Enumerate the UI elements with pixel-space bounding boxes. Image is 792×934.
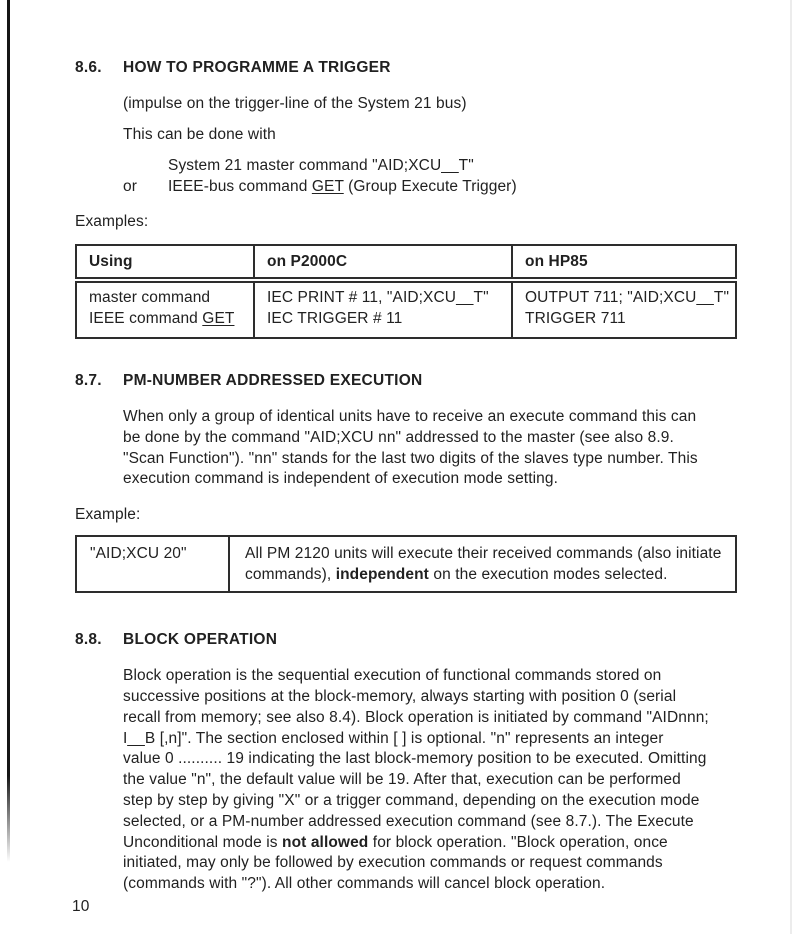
cell-p2000c-line-2: IEC TRIGGER # 11	[267, 309, 403, 327]
paragraph-line: be done by the command "AID;XCU nn" addressed to the master (see also 8.9.	[123, 428, 674, 446]
paragraph-line: recall from memory; see also 8.4). Block operation is initiated by command "AIDnnn;	[123, 708, 709, 726]
execution-example-table	[75, 535, 737, 593]
section-number: 8.7.	[75, 372, 102, 389]
or-label: or	[123, 178, 137, 195]
description-line-2	[245, 564, 731, 585]
cell-using	[77, 283, 253, 337]
section-86-intro: This can be done with	[123, 126, 276, 143]
table-header-row	[75, 244, 737, 279]
cell-using-line-2	[89, 309, 245, 330]
cell-using-line-1: master command	[89, 289, 211, 306]
section-88-paragraph	[123, 666, 737, 895]
table-body-row	[75, 281, 737, 339]
paragraph-line: selected, or a PM-number addressed execution command (see 8.7.). The Execute	[123, 812, 694, 830]
header-cell-hp85: on HP85	[511, 246, 735, 277]
get-command-underlined: GET	[311, 178, 344, 195]
section-87-paragraph	[123, 407, 737, 490]
cell-hp85	[511, 283, 735, 337]
description-prefix: commands),	[245, 566, 336, 584]
section-heading-8-7	[75, 370, 737, 391]
paragraph-line: the value "n", the default value will be 19. After that, execution can be performed	[123, 771, 681, 789]
paragraph-line-with-bold	[123, 833, 737, 854]
description-line-1: All PM 2120 units will execute their received commands (also initiate	[245, 545, 722, 563]
section-heading-8-6	[75, 57, 737, 78]
cell-hp85-line-2: TRIGGER 711	[525, 309, 626, 327]
cell-p2000c-line-1: IEC PRINT # 11, "AID;XCU__T"	[267, 289, 489, 306]
header-cell-p2000c: on P2000C	[253, 246, 511, 277]
paragraph-line: step by step by giving "X" or a trigger command, depending on the execution mode	[123, 791, 700, 809]
ieee-command-prefix: IEEE-bus command	[168, 178, 312, 195]
ieee-command-label: IEEE command	[89, 309, 203, 327]
paragraph-line: "Scan Function"). "nn" stands for the last two digits of the slaves type number. This	[123, 449, 698, 467]
section-title: PM-NUMBER ADDRESSED EXECUTION	[123, 372, 423, 389]
section-86-subtitle: (impulse on the trigger-line of the System 21 bus)	[123, 95, 467, 112]
paragraph-line: (commands with "?"). All other commands will cancel block operation.	[123, 875, 606, 893]
cell-hp85-line-1: OUTPUT 711; "AID;XCU__T"	[525, 289, 730, 306]
page-number: 10	[72, 898, 90, 915]
execution-table-row	[75, 535, 737, 593]
section-title: HOW TO PROGRAMME A TRIGGER	[123, 59, 391, 76]
header-cell-using: Using	[89, 253, 133, 270]
paragraph-line: Block operation is the sequential execution of functional commands stored on	[123, 667, 662, 685]
line-prefix: Unconditional mode is	[123, 833, 283, 851]
examples-label: Examples:	[75, 213, 149, 230]
paragraph-line: I__B [,n]". The section enclosed within [ ] is optional. "n" represents an integer	[123, 729, 664, 747]
section-heading-8-8	[75, 629, 737, 650]
line-suffix: for block operation. "Block operation, once	[368, 833, 668, 851]
paragraph-line: When only a group of identical units have to receive an execute command this can	[123, 408, 697, 425]
master-command-line: System 21 master command "AID;XCU__T"	[168, 157, 474, 174]
scan-edge-line	[7, 0, 10, 862]
paragraph-line: initiated, may only be followed by execution commands or request commands	[123, 854, 663, 872]
paragraph-line: successive positions at the block-memory, always starting with position 0 (serial	[123, 687, 677, 705]
section-number: 8.6.	[75, 59, 102, 76]
document-page	[75, 57, 737, 895]
description-cell	[228, 537, 735, 591]
independent-bold: independent	[335, 566, 429, 584]
section-number: 8.8.	[75, 631, 102, 649]
ieee-command-text	[168, 176, 517, 197]
paragraph-line: value 0 .......... 19 indicating the last block-memory position to be executed. Omitting	[123, 750, 707, 768]
cell-p2000c	[253, 283, 511, 337]
ieee-command-suffix: (Group Execute Trigger)	[343, 178, 517, 195]
ieee-command-line	[123, 176, 737, 197]
not-allowed-bold: not allowed	[282, 833, 369, 851]
trigger-examples-table	[75, 244, 737, 339]
description-suffix: on the execution modes selected.	[428, 566, 668, 584]
command-cell: "AID;XCU 20"	[90, 545, 187, 563]
example-label: Example:	[75, 506, 141, 524]
get-underlined: GET	[202, 309, 235, 327]
section-title: BLOCK OPERATION	[123, 631, 278, 649]
paragraph-line: execution command is independent of execution mode setting.	[123, 470, 559, 488]
